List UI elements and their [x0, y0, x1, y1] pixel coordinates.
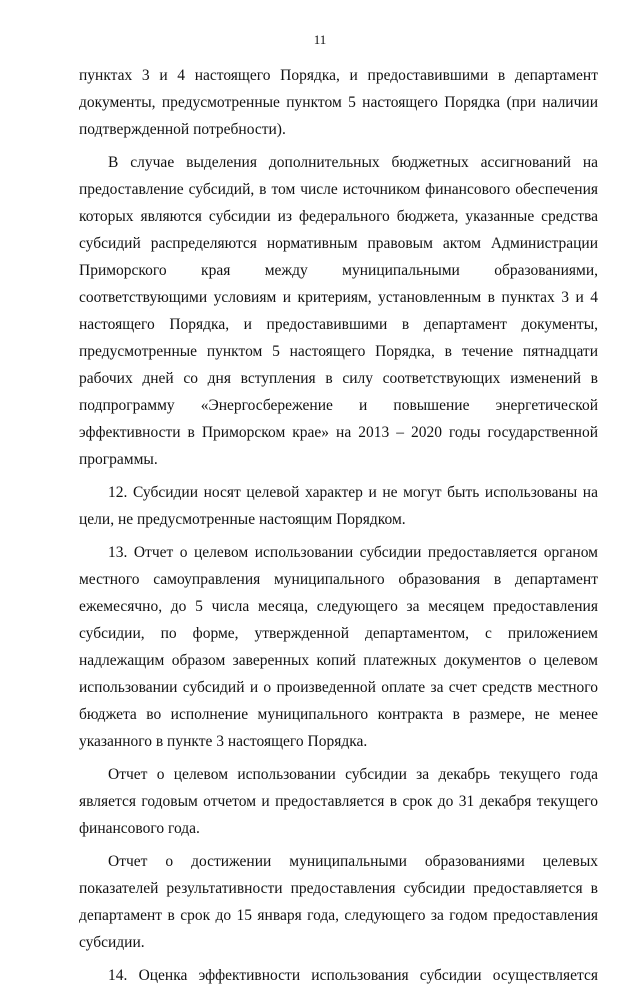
paragraph-item-13: 13. Отчет о целевом использовании субсидии предоставляется органом местного самоуправления муниципального образования в департамент ежемесячно, до 5 числа месяца, следующего за месяцем предоставления субсидии, по форме, утвержденной департаментом, с приложением надлежащим образом заверенных копий платежных документов о целевом использовании субсидий и о произведенной оплате за счет средств местного бюджета во исполнение муниципального контракта в размере, не менее указанного в пункте 3 настоящего Порядка. [79, 544, 598, 750]
paragraph-item-12: 12. Субсидии носят целевой характер и не могут быть использованы на цели, не предусмотренные настоящим Порядком. [79, 484, 598, 528]
paragraph-additional-allocations: В случае выделения дополнительных бюджетных ассигнований на предоставление субсидий, в том числе источником финансового обеспечения которых являются субсидии из федерального бюджета, указанные средства субсидий распределяются нормативным правовым актом Администрации Приморского края между муниципальными образованиями, соответствующими условиям и критериям, установленным в пунктах 3 и 4 настоящего Порядка, и предоставившими в департамент документы, предусмотренные пунктом 5 настоящего Порядка, в течение пятнадцати рабочих дней со дня вступления в силу соответствующих изменений в подпрограмму «Энергосбережение и повышение энергетической эффективности в Приморском крае» на 2013 – 2020 годы государственной программы. [79, 154, 598, 468]
paragraph-continuation: пунктах 3 и 4 настоящего Порядка, и предоставившими в департамент документы, предусмотренные пунктом 5 настоящего Порядка (при наличии подтвержденной потребности). [79, 67, 598, 138]
paragraph-item-14: 14. Оценка эффективности использования субсидии осуществляется [108, 967, 598, 984]
page-number: 11 [313, 32, 327, 47]
paragraph-december-report: Отчет о целевом использовании субсидии за декабрь текущего года является годовым отчетом и предоставляется в срок до 31 декабря текущего финансового года. [79, 766, 598, 837]
document-body [79, 62, 598, 989]
paragraph-performance-report: Отчет о достижении муниципальными образованиями целевых показателей результативности предоставления субсидии предоставляется в департамент в срок до 15 января года, следующего за годом предоставления субсидии. [79, 853, 598, 951]
